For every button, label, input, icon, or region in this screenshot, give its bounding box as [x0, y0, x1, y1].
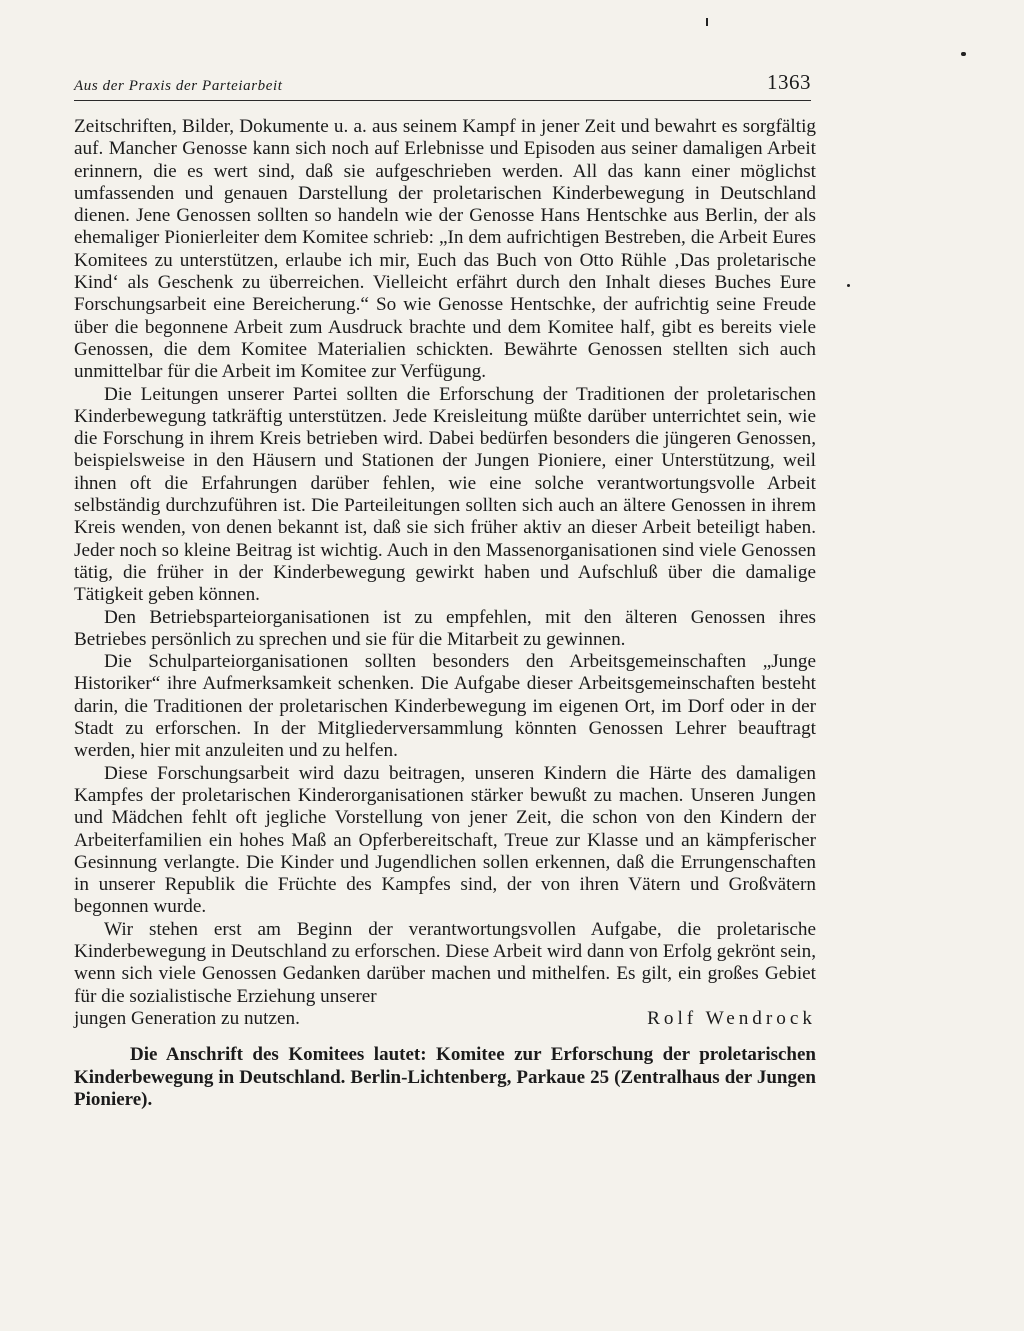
- paragraph: Den Betriebsparteiorganisationen ist zu empfehlen, mit den älteren Genossen ihres Betriebes persönlich zu sprechen und sie für die Mitarbeit zu gewinnen.: [74, 606, 816, 650]
- author-signature: Rolf Wendrock: [647, 1007, 816, 1029]
- running-header: [74, 68, 811, 101]
- article-body: [74, 116, 816, 1112]
- paragraph: Die Leitungen unserer Partei sollten die Erforschung der Traditionen der proletarischen Kinderbewegung tatkräftig unterstützen. Jede Kreisleitung müßte darüber unterrichtet sein, wie die Forschung in ihrem Kreis betrieben wird. Dabei bedürfen besonders die jüngeren Genossen, beispielsweise in den Häusern und Stationen der Jungen Pioniere, einer Unterstützung, weil ihnen oft die Erfahrungen darüber fehlen, wie eine solche verantwortungsvolle Arbeit selbständig durchzuführen ist. Die Parteileitungen sollten sich auch an ältere Genossen in ihrem Kreis wenden, von denen bekannt ist, daß sie sich früher aktiv an dieser Arbeit beteiligt haben. Jeder noch so kleine Beitrag ist wichtig. Auch in den Massenorganisationen sind viele Genossen tätig, die früher in der Kinderbewegung gewirkt haben und Aufschluß über die damalige Tätigkeit geben können.: [74, 383, 816, 606]
- paragraph: Diese Forschungsarbeit wird dazu beitragen, unseren Kindern die Härte des damaligen Kampfes der proletarischen Kinderorganisationen stärker bewußt zu machen. Unseren Jungen und Mädchen fehlt oft jegliche Vorstellung von jener Zeit, die schon von den Kindern der Arbeiterfamilien ein hohes Maß an Opferbereitschaft, Treue zur Klasse und an kämpferischer Gesinnung verlangte. Die Kinder und Jugendlichen sollen erkennen, daß die Errungenschaften in unserer Republik die Früchte des Kampfes sind, der von ihren Vätern und Großvätern begonnen wurde.: [74, 762, 816, 918]
- paragraph: Wir stehen erst am Beginn der verantwortungsvollen Aufgabe, die proletarische Kinderbewegung in Deutschland zu erforschen. Diese Arbeit wird dann von Erfolg gekrönt sein, wenn sich viele Genossen Gedanken darüber machen und mithelfen. Es gilt, ein großes Gebiet für die sozialistische Erziehung unserer: [74, 918, 816, 1007]
- scan-mark: [847, 284, 850, 287]
- paragraph: Die Schulparteiorganisationen sollten besonders den Arbeitsgemeinschaften „Junge Historiker“ ihre Aufmerksamkeit schenken. Die Aufgabe dieser Arbeitsgemeinschaften besteht darin, die Traditionen der proletarischen Kinderbewegung im eigenen Ort, im Dorf oder in der Stadt zu erforschen. In der Mitgliederversammlung könnten Genossen Lehrer beauftragt werden, hier mit anzuleiten und zu helfen.: [74, 651, 816, 762]
- scan-mark: [961, 52, 966, 56]
- running-title: Aus der Praxis der Parteiarbeit: [74, 78, 283, 94]
- closing-line: [74, 1008, 816, 1030]
- page-number: 1363: [767, 70, 811, 94]
- paragraph: Zeitschriften, Bilder, Dokumente u. a. aus seinem Kampf in jener Zeit und bewahrt es sorgfältig auf. Mancher Genosse kann sich noch auf Erlebnisse und Episoden aus seiner damaligen Arbeit erinnern, die es wert sind, daß sie aufgeschrieben werden. All das kann einer möglichst umfassenden und genauen Darstellung der proletarischen Kinderbewegung in Deutschland dienen. Jene Genossen sollten so handeln wie der Genosse Hans Hentschke aus Berlin, der als ehemaliger Pionierleiter dem Komitee schrieb: „In dem aufrichtigen Bestreben, die Arbeit Eures Komitees zu unterstützen, erlaube ich mir, Euch das Buch von Otto Rühle ‚Das proletarische Kind‘ als Geschenk zu überreichen. Vielleicht erfährt durch den Inhalt dieses Buches Eure Forschungsarbeit eine Bereicherung.“ So wie Genosse Hentschke, der aufrichtig seine Freude über die begonnene Arbeit zum Ausdruck brachte und dem Komitee half, gibt es bereits viele Genossen, die dem Komitee Materialien schickten. Bewährte Genossen stellten sich auch unmittelbar für die Arbeit im Komitee zur Verfügung.: [74, 116, 816, 383]
- address-note: Die Anschrift des Komitees lautet: Komitee zur Erforschung der proletarischen Kinderbewegung in Deutschland. Berlin-Lichtenberg, Parkaue 25 (Zentralhaus der Jungen Pioniere).: [74, 1044, 816, 1111]
- closing-text: jungen Generation zu nutzen.: [74, 1007, 300, 1029]
- scan-mark: [706, 18, 708, 26]
